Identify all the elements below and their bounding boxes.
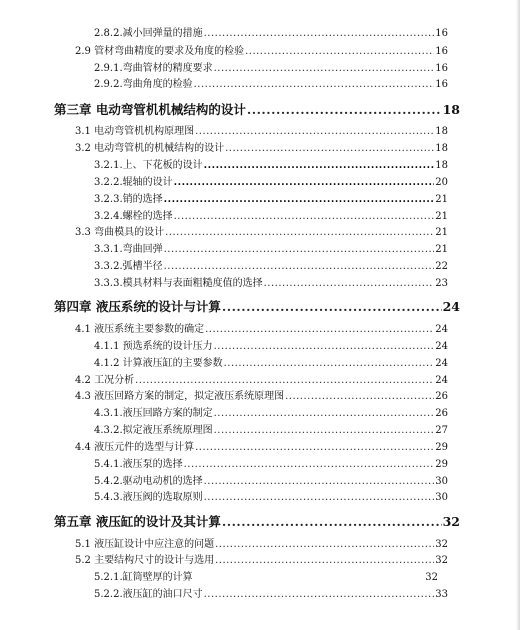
toc-entry: [75, 392, 448, 402]
toc-entry-page: 16: [435, 46, 448, 57]
toc-entry-title: 4.1.1 预选系统的设计压力: [94, 341, 213, 352]
toc-chapter-entry: [54, 516, 460, 529]
toc-entry-page: 23: [435, 278, 448, 289]
toc-entry: [94, 161, 448, 171]
toc-entry-title: 3.2.2.辊轴的设计: [94, 177, 173, 188]
toc-entry: [94, 573, 438, 583]
dot-leader: [184, 460, 435, 470]
toc-entry-title: 2.9 管材弯曲精度的要求及角度的检验: [75, 46, 245, 57]
toc-entry-title: 5.2.2.液压缸的油口尺寸: [94, 589, 203, 600]
dot-leader: [222, 301, 442, 314]
dot-leader: [285, 392, 434, 402]
toc-entry-title: 3.1 电动弯管机机构原理图: [75, 126, 195, 137]
toc-entry: [75, 376, 448, 386]
dot-leader: [204, 477, 435, 487]
dot-leader: [164, 245, 435, 255]
dot-leader: [214, 409, 435, 419]
dot-leader: [214, 64, 435, 74]
toc-entry: [94, 590, 448, 600]
dot-leader: [215, 540, 434, 550]
toc-entry-title: 4.3.1.液压回路方案的制定: [94, 408, 213, 419]
toc-entry: [75, 556, 448, 566]
toc-entry-title: 2.9.1.弯曲管材的精度要求: [94, 63, 213, 74]
dot-leader: [214, 342, 435, 352]
toc-entry-page: 30: [435, 492, 448, 503]
toc-entry-page: 24: [435, 341, 448, 352]
toc-entry-page: 24: [435, 375, 448, 386]
toc-chapter-entry: [54, 104, 460, 117]
toc-entry: [94, 178, 448, 188]
toc-entry-page: 26: [435, 408, 448, 419]
toc-entry-title: 3.3.1.弯曲回弹: [94, 244, 163, 255]
toc-entry-title: 4.3 液压回路方案的制定，拟定液压系统原理图: [75, 391, 285, 402]
toc-entry-title: 5.1 液压缸设计中应注意的问题: [75, 539, 215, 550]
toc-entry-title: 2.9.2.弯曲角度的检验: [94, 79, 193, 90]
toc-entry-page: 32: [425, 572, 438, 583]
dot-leader: [224, 359, 435, 369]
toc-entry-title: 3.2.3.销的选择: [94, 194, 163, 205]
toc-entry-page: 29: [435, 459, 448, 470]
dot-leader: [174, 178, 435, 188]
toc-entry-page: 32: [435, 539, 448, 550]
page-edge-shadow: [516, 0, 520, 630]
toc-entry-page: 21: [435, 227, 448, 238]
toc-entry-title: 5.4.1.液压泵的选择: [94, 459, 183, 470]
toc-entry-page: 26: [435, 391, 448, 402]
dot-leader: [204, 590, 435, 600]
dot-leader: [204, 493, 435, 503]
dot-leader: [164, 195, 435, 205]
dot-leader: [215, 556, 434, 566]
toc-entry-title: 3.2 电动弯管机的机械结构的设计: [75, 143, 225, 154]
toc-entry: [94, 493, 448, 503]
toc-entry-page: 18: [435, 126, 448, 137]
dot-leader: [165, 228, 434, 238]
dot-leader: [194, 80, 435, 90]
toc-entry: [94, 212, 448, 222]
toc-entry-title: 4.2 工况分析: [75, 375, 135, 386]
toc-entry-page: 32: [435, 555, 448, 566]
toc-entry-title: 5.4.3.液压阀的选取原则: [94, 492, 203, 503]
toc-entry-page: 22: [435, 261, 448, 272]
toc-entry-title: 第四章 液压系统的设计与计算: [54, 299, 221, 314]
toc-entry-title: 3.3.2.弧槽半径: [94, 261, 163, 272]
toc-entry-title: 4.4 液压元件的选型与计算: [75, 442, 195, 453]
toc-entry-page: 16: [435, 28, 448, 39]
toc-entry-page: 27: [435, 425, 448, 436]
toc-entry-page: 33: [435, 589, 448, 600]
toc-entry-page: 24: [442, 299, 460, 314]
toc-entry: [75, 127, 448, 137]
toc-entry-page: 24: [435, 358, 448, 369]
toc-entry-title: 5.4.2.驱动电动机的选择: [94, 476, 203, 487]
toc-entry: [75, 228, 448, 238]
toc-entry-page: 16: [435, 79, 448, 90]
dot-leader: [222, 516, 442, 529]
dot-leader: [214, 426, 435, 436]
toc-entry: [94, 477, 448, 487]
toc-chapter-entry: [54, 301, 460, 314]
toc-entry-title: 4.1.2 计算液压缸的主要参数: [94, 358, 223, 369]
toc-entry: [94, 195, 448, 205]
toc-entry: [94, 359, 448, 369]
toc-entry-page: 29: [435, 442, 448, 453]
toc-entry-page: 32: [442, 514, 460, 529]
toc-entry-page: 18: [435, 143, 448, 154]
toc-entry-page: 21: [435, 194, 448, 205]
toc-entry: [94, 64, 448, 74]
toc-entry-page: 21: [435, 211, 448, 222]
toc-entry: [94, 409, 448, 419]
toc-entry-title: 2.8.2.减小回弹量的措施: [94, 28, 203, 39]
toc-entry-title: 5.2.1.缸筒壁厚的计算: [94, 572, 193, 583]
toc-entry: [94, 29, 448, 39]
toc-entry-page: 21: [435, 244, 448, 255]
dot-leader: [204, 29, 435, 39]
toc-entry-title: 3.3.3.模具材料与表面粗糙度值的选择: [94, 278, 263, 289]
toc-entry: [75, 325, 448, 335]
dot-leader: [174, 212, 435, 222]
dot-leader: [195, 127, 434, 137]
toc-entry-page: 30: [435, 476, 448, 487]
toc-entry-page: 20: [435, 177, 448, 188]
toc-entry: [75, 144, 448, 154]
toc-entry: [75, 443, 448, 453]
toc-entry-title: 3.2.4.螺栓的选择: [94, 211, 173, 222]
toc-entry: [94, 426, 448, 436]
toc-entry: [75, 47, 448, 57]
dot-leader: [264, 279, 435, 289]
toc-entry: [94, 262, 448, 272]
toc-entry: [94, 80, 448, 90]
dot-leader: [164, 262, 435, 272]
dot-leader: [195, 443, 434, 453]
toc-entry-page: 18: [435, 160, 448, 171]
dot-leader: [225, 144, 434, 154]
dot-leader: [245, 47, 434, 57]
toc-entry-page: 24: [435, 324, 448, 335]
toc-entry: [75, 540, 448, 550]
toc-entry-title: 4.3.2.拟定液压系统原理图: [94, 425, 213, 436]
toc-entry-page: 16: [435, 63, 448, 74]
toc-entry-title: 3.3 弯曲模具的设计: [75, 227, 165, 238]
toc-entry: [94, 245, 448, 255]
toc-entry-title: 3.2.1.上、下花板的设计: [94, 160, 203, 171]
dot-leader: [205, 325, 434, 335]
toc-entry: [94, 279, 448, 289]
toc-entry: [94, 460, 448, 470]
dot-leader: [135, 376, 434, 386]
toc-entry-title: 第三章 电动弯管机机械结构的设计: [54, 102, 246, 117]
dot-leader: [204, 161, 435, 171]
toc-entry-title: 5.2 主要结构尺寸的设计与选用: [75, 555, 215, 566]
toc-entry-page: 18: [442, 102, 460, 117]
toc-entry: [94, 342, 448, 352]
toc-entry-title: 第五章 液压缸的设计及其计算: [54, 514, 221, 529]
dot-leader: [247, 104, 442, 117]
toc-entry-title: 4.1 液压系统主要参数的确定: [75, 324, 205, 335]
